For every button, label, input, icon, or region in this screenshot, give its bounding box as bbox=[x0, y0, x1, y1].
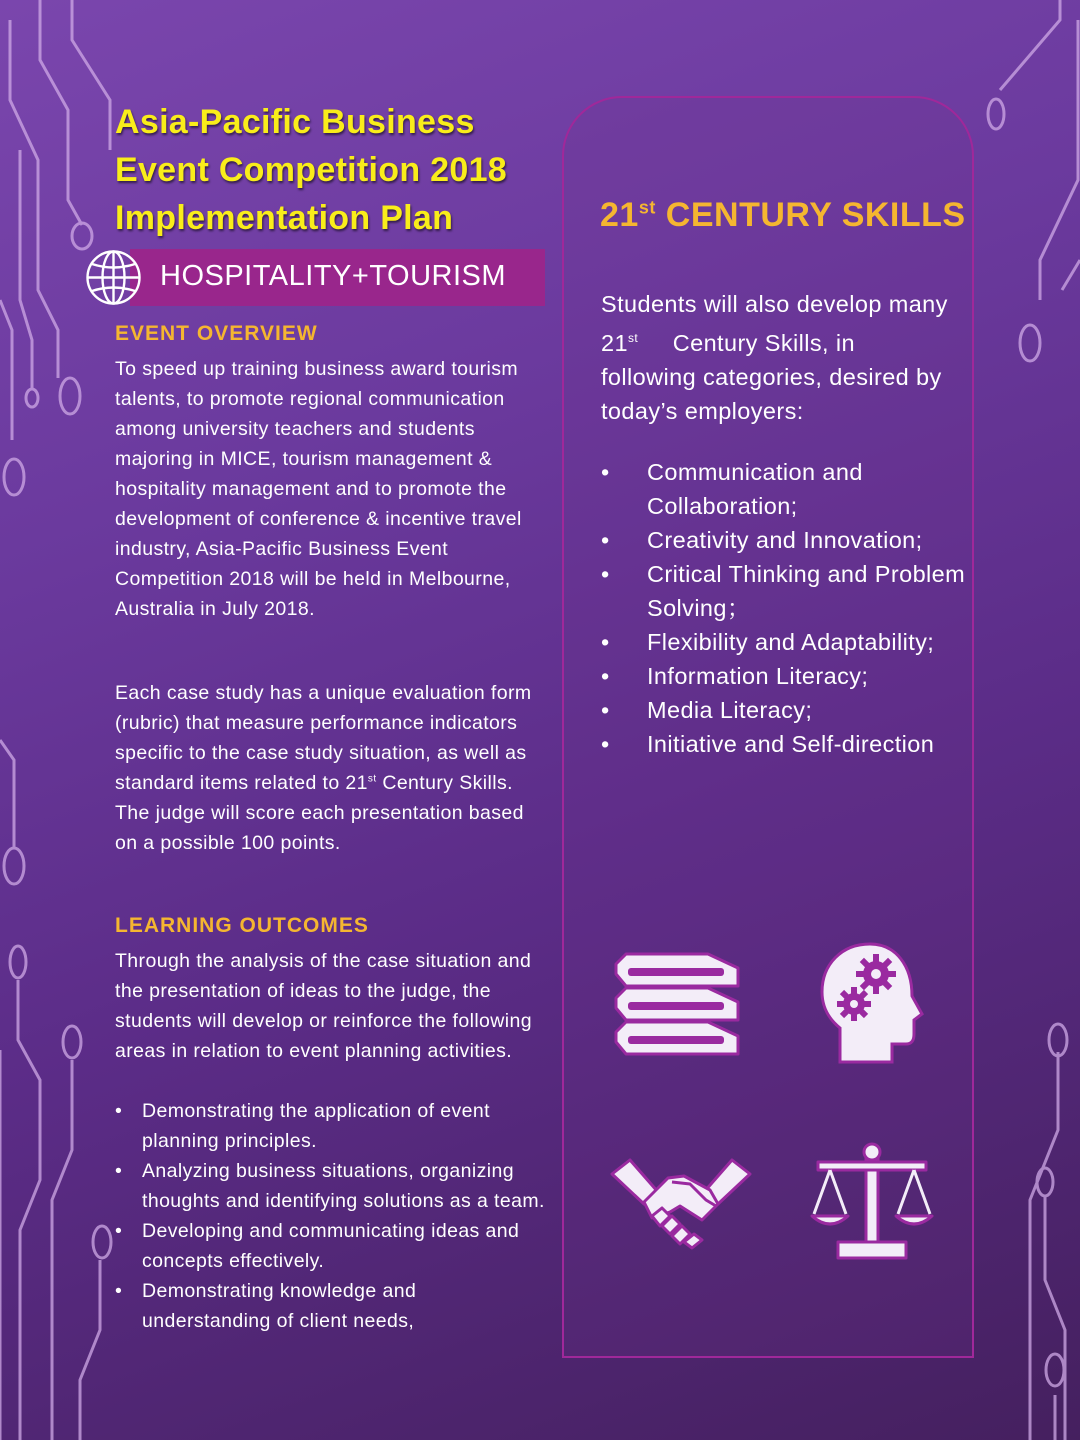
title-line-1: Asia-Pacific Business bbox=[115, 103, 475, 141]
list-item-text: Critical Thinking and Problem Solving； bbox=[647, 561, 966, 621]
list-item bbox=[601, 523, 981, 557]
skills-title bbox=[600, 196, 966, 235]
overview-paragraph-2-end: Century Skills. The judge will score each presentation based on a possible 100 points. bbox=[115, 772, 524, 854]
head-gears-icon bbox=[818, 940, 924, 1066]
list-item-text: Information Literacy; bbox=[647, 663, 869, 689]
bullet: • bbox=[601, 629, 610, 655]
skills-intro-suffix: st bbox=[627, 331, 639, 345]
learning-outcomes-list bbox=[115, 1096, 545, 1336]
skills-intro-end: Century Skills, in following categories, desired by today’s employers: bbox=[601, 329, 949, 424]
overview-paragraph-1: To speed up training business award tourism talents, to promote regional communication among university teachers and students majoring in MICE, tourism management & hospitality management and to promote the development of conference & incentive travel industry, Asia-Pacific Business Event Competition 2018 will be held in Melbourne, Australia in July 2018. bbox=[115, 358, 522, 620]
scales-icon bbox=[810, 1140, 934, 1262]
list-item bbox=[115, 1156, 545, 1216]
learning-outcomes-heading: LEARNING OUTCOMES bbox=[115, 914, 369, 937]
learning-outcomes-intro: Through the analysis of the case situation and the presentation of ideas to the judge, the students will develop or reinforce the following areas in relation to event planning activities. bbox=[115, 950, 532, 1062]
skills-intro-start: Students will also develop many 21 bbox=[601, 291, 948, 356]
bullet: • bbox=[115, 1220, 123, 1242]
list-item bbox=[601, 727, 981, 761]
event-overview-heading: EVENT OVERVIEW bbox=[115, 322, 318, 345]
handshake-icon bbox=[610, 1156, 752, 1250]
list-item bbox=[601, 455, 981, 523]
list-item bbox=[115, 1216, 545, 1276]
globe-icon bbox=[85, 249, 142, 306]
skills-title-suffix: st bbox=[638, 197, 656, 218]
title-line-3: Implementation Plan bbox=[115, 199, 454, 237]
bullet: • bbox=[601, 663, 610, 689]
skills-list bbox=[601, 455, 981, 761]
list-item-text: Demonstrating knowledge and understanding of client needs, bbox=[142, 1280, 417, 1332]
overview-paragraph-2-start: Each case study has a unique evaluation form (rubric) that measure performance indicators specific to the case study situation, as well as standard items related to 21 bbox=[115, 682, 532, 794]
list-item-text: Media Literacy; bbox=[647, 697, 813, 723]
list-item-text: Flexibility and Adaptability; bbox=[647, 629, 935, 655]
bullet: • bbox=[601, 527, 610, 553]
list-item bbox=[115, 1096, 545, 1156]
list-item-text: Analyzing business situations, organizing thoughts and identifying solutions as a team. bbox=[142, 1160, 545, 1212]
list-item-text: Creativity and Innovation; bbox=[647, 527, 923, 553]
list-item bbox=[601, 625, 981, 659]
skills-intro bbox=[601, 287, 951, 428]
bullet: • bbox=[115, 1160, 123, 1182]
list-item bbox=[115, 1276, 545, 1336]
bullet: • bbox=[601, 697, 610, 723]
overview-paragraph-2 bbox=[115, 678, 545, 858]
bullet: • bbox=[601, 561, 610, 587]
list-item-text: Developing and communicating ideas and concepts effectively. bbox=[142, 1220, 520, 1272]
list-item-text: Initiative and Self-direction bbox=[647, 731, 935, 757]
list-item-text: Demonstrating the application of event planning principles. bbox=[142, 1100, 490, 1152]
page-title bbox=[115, 98, 555, 242]
bullet: • bbox=[115, 1100, 123, 1122]
category-banner bbox=[85, 249, 545, 306]
list-item bbox=[601, 659, 981, 693]
skills-title-number: 21 bbox=[600, 196, 639, 234]
ordinal-suffix: st bbox=[367, 773, 377, 785]
list-item-text: Communication and Collaboration; bbox=[647, 459, 863, 519]
list-item bbox=[601, 693, 981, 727]
list-item bbox=[601, 557, 981, 625]
bullet: • bbox=[601, 459, 610, 485]
bullet: • bbox=[601, 731, 610, 757]
bullet: • bbox=[115, 1280, 123, 1302]
skills-title-text: CENTURY SKILLS bbox=[655, 196, 966, 234]
banner-label: HOSPITALITY+TOURISM bbox=[160, 260, 507, 292]
books-icon bbox=[612, 946, 748, 1058]
title-line-2: Event Competition 2018 bbox=[115, 151, 508, 189]
